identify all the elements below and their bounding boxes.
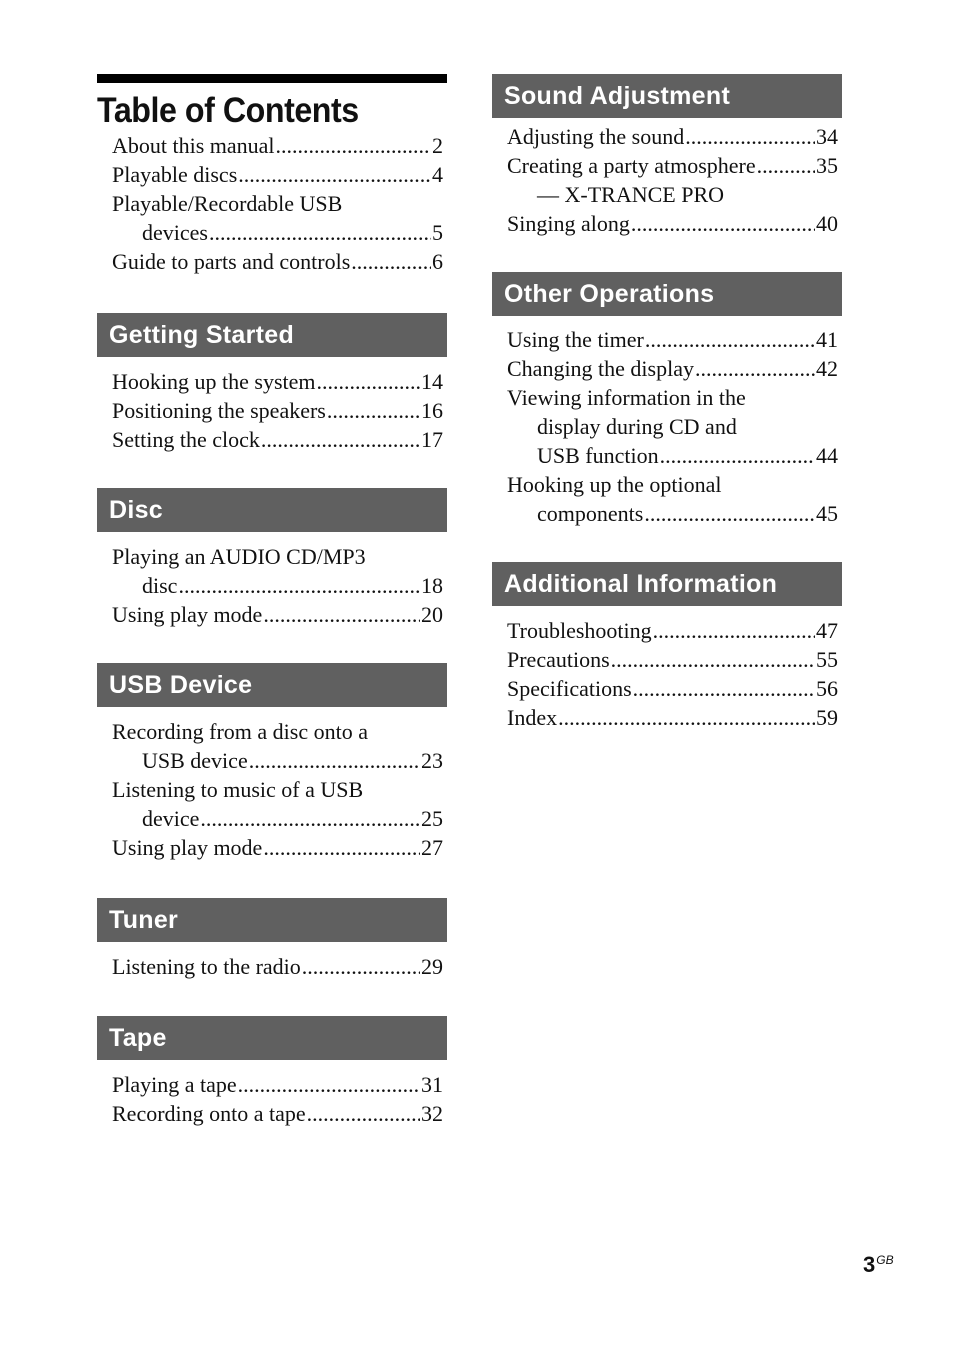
section-getting-started — [97, 313, 447, 454]
toc-entry[interactable]: Precautions ..... 55 — [507, 645, 838, 674]
section-header: USB Device — [97, 663, 447, 707]
intro-list — [97, 131, 447, 276]
section-usb-device — [97, 663, 447, 862]
toc-entry[interactable]: About this manual ..... 2 — [112, 131, 443, 160]
page-number: $3^{GB}$ — [863, 1252, 894, 1277]
section-header: Tape — [97, 1016, 447, 1060]
toc-entry[interactable]: Using play mode ..... 27 — [112, 833, 443, 862]
section-additional-information — [492, 562, 842, 732]
toc-entry[interactable]: Troubleshooting ..... 47 — [507, 616, 838, 645]
toc-entry[interactable]: Using the timer ..... 41 — [507, 325, 838, 354]
section-disc — [97, 488, 447, 629]
toc-entry[interactable]: Using play mode ..... 20 — [112, 600, 443, 629]
section-tuner — [97, 898, 447, 981]
toc-entry[interactable]: Singing along ..... 40 — [507, 209, 838, 238]
page-title: Table of Contents — [97, 91, 359, 130]
section-header: Getting Started — [97, 313, 447, 357]
section-header: Additional Information — [492, 562, 842, 606]
section-list — [492, 118, 842, 238]
section-header: Disc — [97, 488, 447, 532]
toc-entry[interactable]: Index ..... 59 — [507, 703, 838, 732]
section-list — [97, 357, 447, 454]
section-list — [492, 316, 842, 528]
toc-entry[interactable]: Recording from a disc onto a USB device ..... 23 — [112, 717, 443, 775]
toc-entry[interactable]: Playable discs ..... 4 — [112, 160, 443, 189]
title-rule — [97, 74, 447, 83]
toc-entry[interactable]: Playing a tape ..... 31 — [112, 1070, 443, 1099]
page-suffix: GB — [876, 1253, 894, 1267]
toc-entry[interactable]: Hooking up the system ..... 14 — [112, 367, 443, 396]
toc-entry[interactable]: Adjusting the sound ..... 34 — [507, 122, 838, 151]
toc-entry[interactable]: Viewing information in the display during CD and USB function ..... 44 — [507, 383, 838, 470]
section-header: Tuner — [97, 898, 447, 942]
toc-entry[interactable]: Listening to the radio ..... 29 — [112, 952, 443, 981]
right-column — [492, 74, 842, 732]
section-list — [97, 707, 447, 862]
toc-entry[interactable]: Playing an AUDIO CD/MP3 disc ..... 18 — [112, 542, 443, 600]
section-sound-adjustment — [492, 74, 842, 238]
left-column — [97, 74, 447, 1128]
section-list — [492, 606, 842, 732]
toc-entry[interactable]: Listening to music of a USB device ..... 25 — [112, 775, 443, 833]
section-tape — [97, 1016, 447, 1128]
toc-entry[interactable]: Positioning the speakers ..... 16 — [112, 396, 443, 425]
section-list — [97, 942, 447, 981]
toc-entry[interactable]: Hooking up the optional components ..... 45 — [507, 470, 838, 528]
toc-entry[interactable]: Playable/Recordable USB devices ..... 5 — [112, 189, 443, 247]
toc-entry[interactable]: Specifications ..... 56 — [507, 674, 838, 703]
toc-entry[interactable]: Setting the clock ..... 17 — [112, 425, 443, 454]
section-other-operations — [492, 272, 842, 528]
section-list — [97, 532, 447, 629]
toc-entry[interactable]: Recording onto a tape ..... 32 — [112, 1099, 443, 1128]
toc-entry[interactable]: Guide to parts and controls ..... 6 — [112, 247, 443, 276]
section-header: Other Operations — [492, 272, 842, 316]
toc-entry[interactable]: Changing the display ..... 42 — [507, 354, 838, 383]
section-list — [97, 1060, 447, 1128]
toc-entry[interactable]: Creating a party atmosphere ..... 35 — X-TRANCE PRO — [507, 151, 838, 209]
section-header: Sound Adjustment — [492, 74, 842, 118]
